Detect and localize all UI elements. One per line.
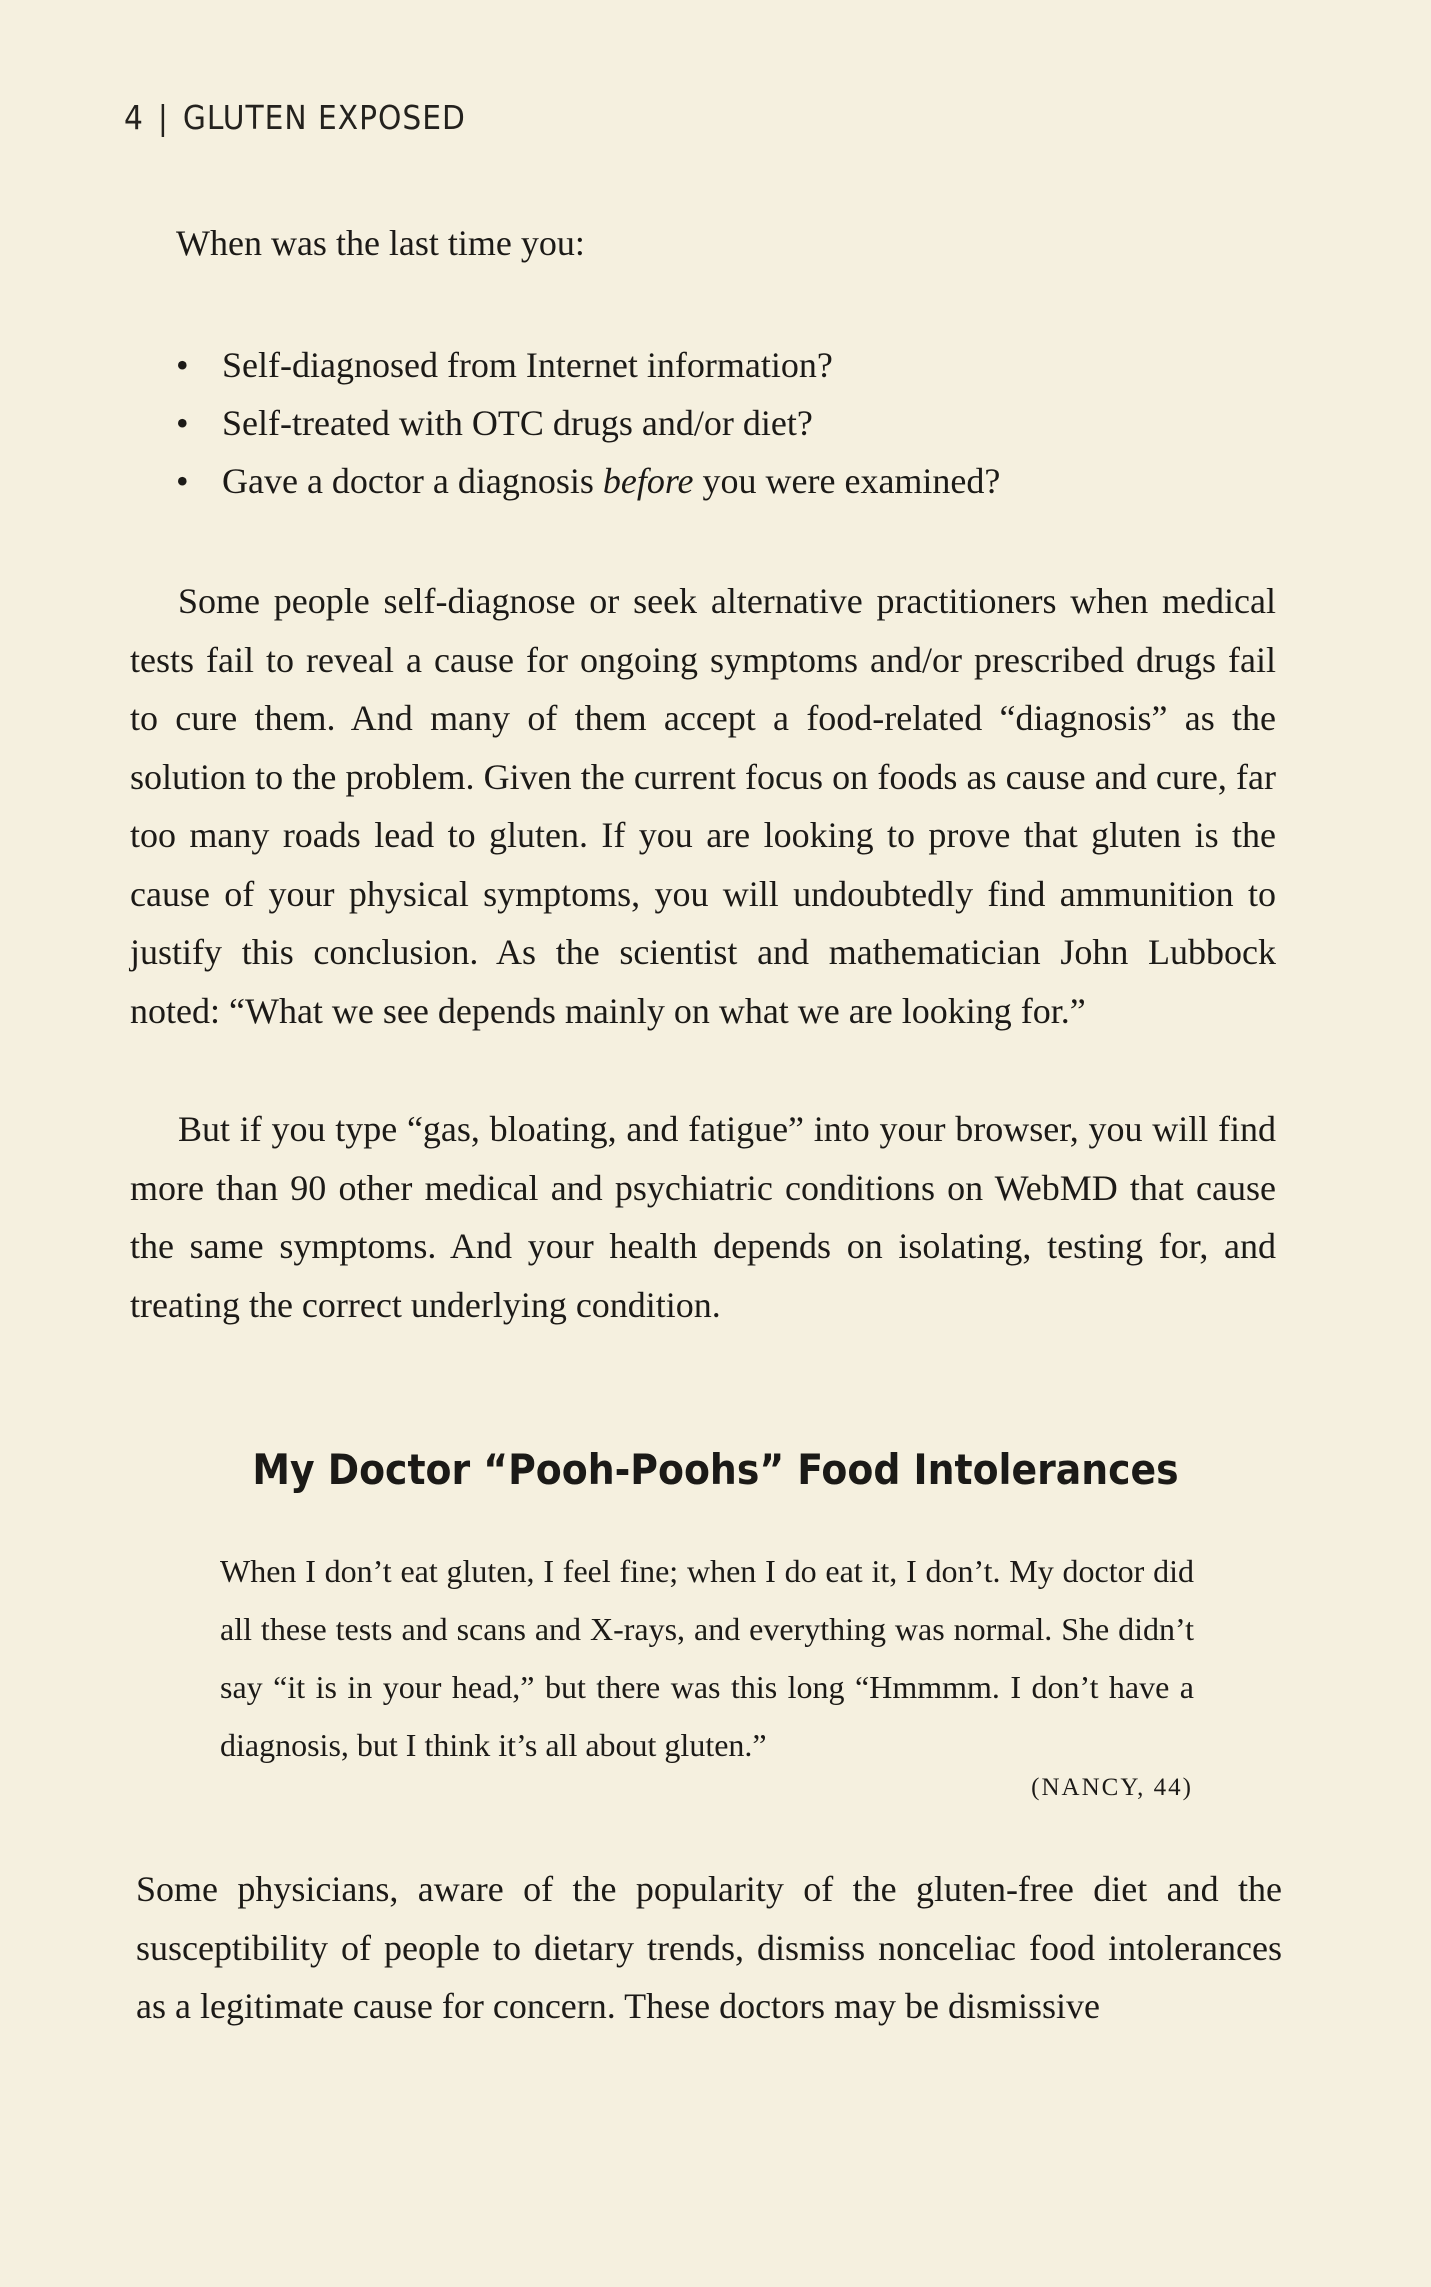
list-item-text: Self-diagnosed from Internet information?	[222, 345, 833, 385]
list-item	[176, 336, 1000, 394]
patient-quote: When I don’t eat gluten, I feel fine; when I do eat it, I don’t. My doctor did all these tests and scans and X-rays, and everything was normal. She didn’t say “it is in your head,” but there was this long “Hmmmm. I don’t have a diagnosis, but I think it’s all about gluten.”	[220, 1553, 1194, 1763]
list-item	[176, 452, 1000, 510]
list-item-emphasis: before	[602, 461, 694, 501]
bullet-icon: •	[176, 403, 189, 443]
list-item-text: Self-treated with OTC drugs and/or diet?	[222, 403, 813, 443]
body-paragraph-3: Some physicians, aware of the popularity of the gluten-free diet and the susceptibility of people to dietary trends, dismiss nonceliac food intolerances as a legitimate cause for concern. These doctors may be dismissive	[136, 1869, 1282, 2026]
running-head	[124, 98, 466, 137]
section-heading: My Doctor “Pooh-Poohs” Food Intolerances	[252, 1445, 1179, 1494]
bullet-icon: •	[176, 345, 189, 385]
body-paragraph-1: Some people self-diagnose or seek alternative practitioners when medical tests fail to reveal a cause for ongoing symptoms and/or prescribed drugs fail to cure them. And many of them accept a food-related “diagnosis” as the solution to the problem. Given the current focus on foods as cause and cure, far too many roads lead to gluten. If you are looking to prove that gluten is the cause of your physical symptoms, you will undoubtedly find ammunition to justify this conclusion. As the scientist and mathematician John Lubbock noted: “What we see depends mainly on what we are looking for.”	[130, 581, 1276, 1031]
book-title: GLUTEN EXPOSED	[182, 98, 466, 137]
quote-attribution: (NANCY, 44)	[1031, 1774, 1193, 1801]
bullet-list	[176, 336, 1000, 510]
body-paragraph-2: But if you type “gas, bloating, and fatigue” into your browser, you will find more than 90 other medical and psychiatric conditions on WebMD that cause the same symptoms. And your health depends on isolating, testing for, and treating the correct underlying condition.	[130, 1109, 1276, 1325]
page-number: 4	[124, 98, 144, 137]
bullet-icon: •	[176, 461, 189, 501]
running-head-separator: |	[157, 98, 169, 137]
list-item-text-end: you were examined?	[693, 461, 1001, 501]
intro-line: When was the last time you:	[176, 223, 585, 263]
list-item-text: Gave a doctor a diagnosis	[222, 461, 603, 501]
list-item	[176, 394, 1000, 452]
